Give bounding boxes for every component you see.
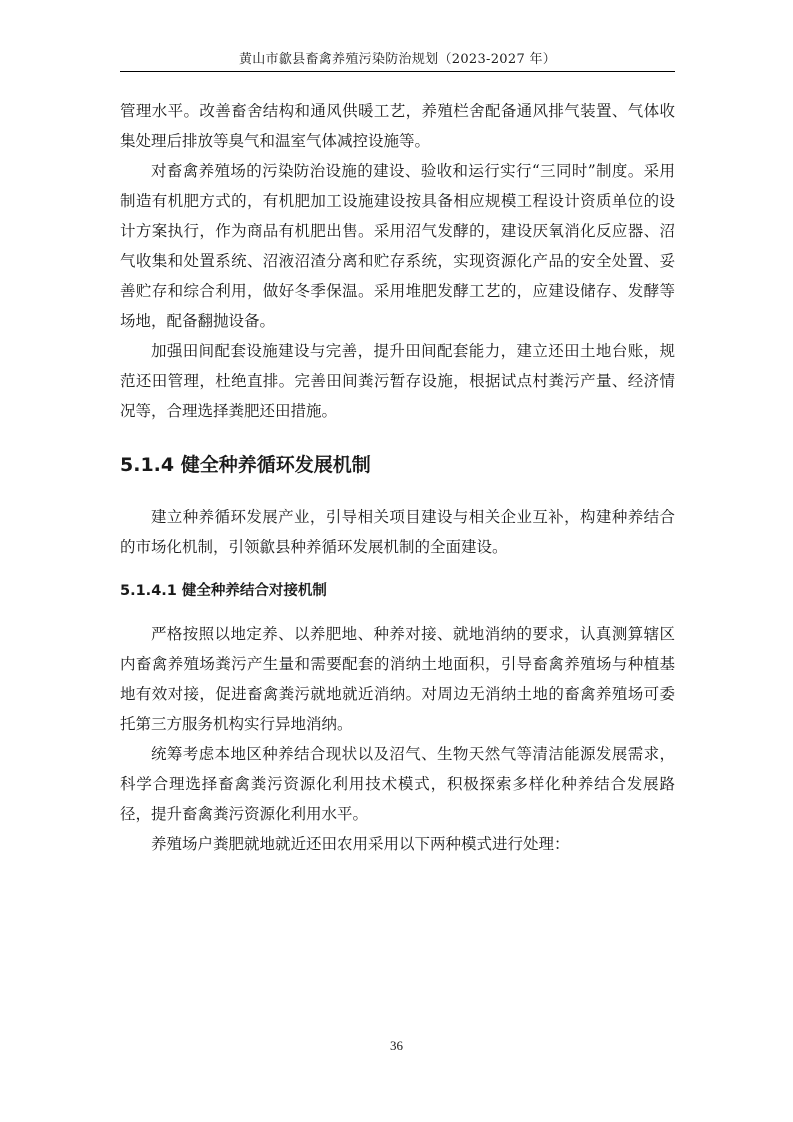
section-heading-5-1-4: 5.1.4 健全种养循环发展机制 xyxy=(120,454,371,476)
paragraph-land-based-consumption: 严格按照以地定养、以养肥地、种养对接、就地消纳的要求，认真测算辖区内畜禽养殖场粪污产生量和需要配套的消纳土地面积，引导畜禽养殖场与种植基地有效对接，促进畜禽粪污就地就近消纳。对周边无消纳土地的畜禽养殖场可委托第三方服务机构实行异地消纳。 xyxy=(120,625,675,733)
paragraph-three-simultaneous-system: 对畜禽养殖场的污染防治设施的建设、验收和运行实行“三同时”制度。采用制造有机肥方式的，有机肥加工设施建设按具备相应规模工程设计资质单位的设计方案执行，作为商品有机肥出售。采用沼气发酵的，建设厌氧消化反应器、沼气收集和处置系统、沼液沼渣分离和贮存系统，实现资源化产品的安全处置、妥善贮存和综合利用，做好冬季保温。采用堆肥发酵工艺的，应建设储存、发酵等场地，配备翻抛设备。 xyxy=(120,162,675,330)
subsection-heading-5-1-4-1: 5.1.4.1 健全种养结合对接机制 xyxy=(120,583,327,599)
paragraph-field-facilities: 加强田间配套设施建设与完善，提升田间配套能力，建立还田土地台账，规范还田管理，杜绝直排。完善田间粪污暂存设施，根据试点村粪污产量、经济情况等，合理选择粪肥还田措施。 xyxy=(120,342,675,420)
paragraph-continued-management: 管理水平。改善畜舍结构和通风供暖工艺，养殖栏舍配备通风排气装置、气体收集处理后排放等臭气和温室气体减控设施等。 xyxy=(120,102,675,150)
header-rule xyxy=(120,71,675,72)
paragraph-two-modes-intro: 养殖场户粪肥就地就近还田农用采用以下两种模式进行处理： xyxy=(151,835,570,853)
page-number: 36 xyxy=(390,1038,403,1053)
paragraph-circular-industry: 建立种养循环发展产业，引导相关项目建设与相关企业互补，构建种养结合的市场化机制，引领歙县种养循环发展机制的全面建设。 xyxy=(120,508,675,556)
running-header: 黄山市歙县畜禽养殖污染防治规划（2023-2027 年） xyxy=(238,52,557,67)
paragraph-resource-utilization: 统筹考虑本地区种养结合现状以及沼气、生物天然气等清洁能源发展需求，科学合理选择畜禽粪污资源化利用技术模式，积极探索多样化种养结合发展路径，提升畜禽粪污资源化利用水平。 xyxy=(120,745,675,823)
document-body xyxy=(120,96,675,859)
